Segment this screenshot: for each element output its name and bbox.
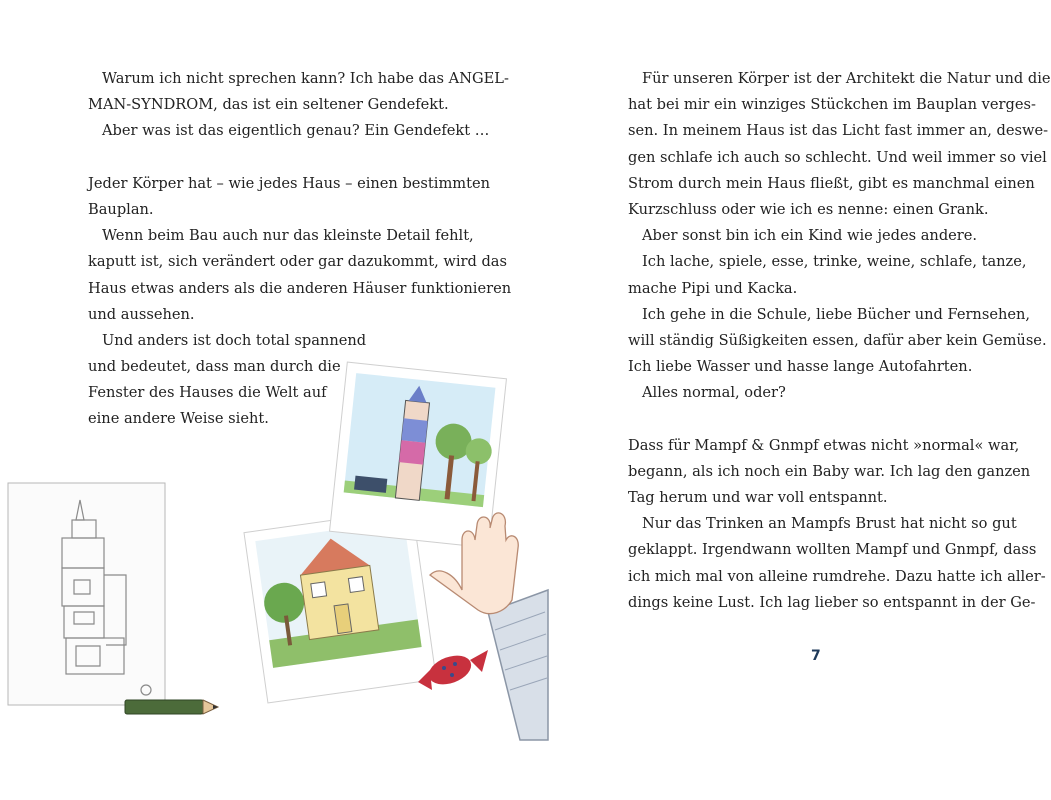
text-line: Tag herum und war voll entspannt. [628,489,888,506]
text-line: Ich liebe Wasser und hasse lange Autofahrten. [628,358,973,376]
text-line: Und anders ist doch total spannend [102,331,367,349]
text-line: Bauplan. [88,200,154,218]
text-line: eine andere Weise sieht. [88,410,269,428]
text-line: Ich gehe in die Schule, liebe Bücher und Fernsehen, [642,305,1031,323]
pencil [125,700,218,714]
right-page-text [628,66,1051,616]
text-line: Aber sonst bin ich ein Kind wie jedes andere. [642,227,978,245]
text-line: und aussehen. [88,305,195,323]
text-line: mache Pipi und Kacka. [628,279,798,297]
text-line: und bedeutet, dass man durch die [88,358,341,376]
illustration [0,360,560,740]
text-line: Warum ich nicht sprechen kann? Ich habe das ANGEL- [102,70,509,87]
text-line: kaputt ist, sich verändert oder gar dazukommt, wird das [88,253,508,271]
text-line: Aber was ist das eigentlich genau? Ein Gendefekt … [102,122,490,140]
text-line: Alles normal, oder? [642,384,786,402]
text-line: Nur das Trinken an Mampfs Brust hat nicht so gut [642,515,1017,533]
text-line: Kurzschluss oder wie ich es nenne: einen Grank. [628,200,989,218]
blank-line [88,145,473,171]
page-number: 7 [811,648,821,664]
text-line: Fenster des Hauses die Welt auf [88,384,327,402]
text-line: hat bei mir ein winziges Stückchen im Bauplan verges- [628,96,1036,114]
right-page [600,0,1051,800]
text-line: geklappt. Irgendwann wollten Mampf und Gnmpf, dass [628,541,1037,559]
text-line: Jeder Körper hat – wie jedes Haus – einen bestimmten [88,174,491,192]
text-line: Dass für Mampf & Gnmpf etwas nicht »normal« war, [628,436,1020,454]
text-line: Strom durch mein Haus fließt, gibt es manchmal einen [628,174,1035,192]
text-line: MAN-SYNDROM, das ist ein seltener Gendefekt. [88,96,449,114]
text-line: Haus etwas anders als die anderen Häuser funktionieren [88,279,512,297]
text-line: Für unseren Körper ist der Architekt die Natur und die [642,70,1051,87]
hand [430,513,548,740]
text-line: Wenn beim Bau auch nur das kleinste Detail fehlt, [102,227,474,245]
text-line: begann, als ich noch ein Baby war. Ich lag den ganzen [628,462,1031,480]
text-line: Ich lache, spiele, esse, trinke, weine, schlafe, tanze, [642,253,1027,271]
text-line: dings keine Lust. Ich lag lieber so entspannt in der Ge- [628,593,1036,611]
text-line: sen. In meinem Haus ist das Licht fast immer an, deswe- [628,122,1049,140]
text-line: ich mich mal von alleine rumdrehe. Dazu hatte ich aller- [628,567,1046,585]
sketch-drawing [8,483,165,705]
text-line: gen schlafe ich auch so schlecht. Und weil immer so viel [628,148,1047,166]
blank-line [628,406,1000,432]
text-line: will ständig Süßigkeiten essen, dafür aber kein Gemüse. [628,331,1047,349]
